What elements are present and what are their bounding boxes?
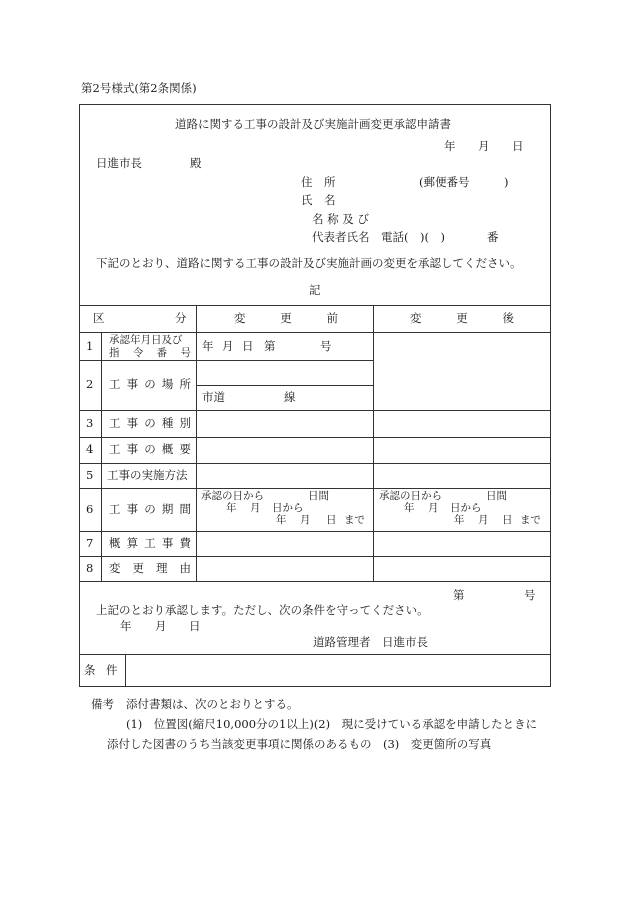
label-ch: 更 <box>132 561 144 575</box>
label-ch: 間 <box>179 502 191 516</box>
label-ch: 種 <box>161 416 174 430</box>
period-from-month: 月 <box>250 502 261 514</box>
row-label <box>109 379 191 391</box>
rule <box>79 332 551 333</box>
representative-label: 代表者氏名 <box>312 230 370 244</box>
label-ch: 所 <box>179 377 191 391</box>
rule <box>79 437 551 438</box>
row-label <box>109 444 191 456</box>
date-day: 日 <box>512 139 524 153</box>
road-administrator: 道路管理者 日進市長 <box>313 635 428 649</box>
row-number: 2 <box>86 377 94 391</box>
row-label: 工事の実施方法 <box>107 468 188 482</box>
label-ch: 号 <box>180 347 191 359</box>
label-ch: 指 <box>109 347 120 359</box>
label-ch: 概 <box>161 442 174 456</box>
remarks-line: (1) 位置図(縮尺10,000分の1以上)(2) 現に受けている承認を申請したときに <box>126 717 538 731</box>
label-ch: 変 <box>109 561 121 575</box>
row-number: 5 <box>86 468 94 482</box>
period-from-year: 年 <box>226 502 237 514</box>
header-after-ch: 更 <box>456 311 468 325</box>
road-route: 線 <box>284 390 296 404</box>
period-end-month: 月 <box>300 514 311 526</box>
row-number: 7 <box>86 536 94 550</box>
period-end-month: 月 <box>478 514 489 526</box>
label-ch: 工 <box>109 377 121 391</box>
label-ch: 場 <box>161 377 174 391</box>
row-label <box>109 418 191 430</box>
row-number: 1 <box>86 339 94 353</box>
label-ch: 工 <box>144 536 156 550</box>
date-year: 年 <box>444 139 456 153</box>
approval-day: 日 <box>189 619 201 633</box>
period-end-day: 日 <box>326 514 337 526</box>
rule <box>79 654 551 655</box>
header-after <box>410 313 514 325</box>
label-ch: 番 <box>156 347 168 359</box>
header-after-ch: 後 <box>502 311 514 325</box>
label-ch: 事 <box>126 377 139 391</box>
row-label <box>109 504 191 516</box>
directive-go: 号 <box>320 339 332 353</box>
label-ch: 事 <box>161 536 174 550</box>
rule <box>373 305 374 581</box>
rule <box>79 305 551 306</box>
form-title: 道路に関する工事の設計及び実施計画変更承認申請書 <box>175 117 451 131</box>
row-label <box>109 538 191 550</box>
request-text: 下記のとおり、道路に関する工事の設計及び実施計画の変更を承認してください。 <box>96 256 522 270</box>
label-ch: 令 <box>132 347 144 359</box>
period-end-year: 年 <box>454 514 465 526</box>
conditions-label: 条 <box>84 663 96 677</box>
row-number: 8 <box>86 561 94 575</box>
form-number: 第2号様式(第2条関係) <box>81 81 197 95</box>
addressee-honorific: 殿 <box>190 156 202 170</box>
date-month: 月 <box>478 139 490 153</box>
period-from: 日から <box>450 502 482 514</box>
directive-dai: 第 <box>264 339 276 353</box>
form-frame <box>79 104 551 687</box>
ki-mark: 記 <box>309 283 321 297</box>
label-ch: の <box>144 502 156 516</box>
addressee: 日進市長 <box>96 156 142 170</box>
period-days: 日間 <box>486 490 507 502</box>
remarks-line: 添付した図書のうち当該変更事項に関係のあるもの (3) 変更箇所の写真 <box>107 737 492 751</box>
header-category-1: 区 <box>93 311 105 325</box>
approval-day: 日 <box>242 339 254 353</box>
label-ch: 理 <box>156 561 168 575</box>
label-ch: 期 <box>161 502 174 516</box>
row-label <box>109 563 191 575</box>
rule <box>79 410 551 411</box>
period-end-made: まで <box>344 514 365 526</box>
label-ch: 工 <box>109 416 121 430</box>
header-before-ch: 変 <box>234 311 246 325</box>
conditions-label: 件 <box>106 663 118 677</box>
header-before <box>234 313 338 325</box>
period-days: 日間 <box>308 490 329 502</box>
approval-number-prefix: 第 <box>453 588 465 602</box>
rule <box>79 488 551 489</box>
label-ch: 要 <box>179 442 191 456</box>
label-ch: 事 <box>126 442 139 456</box>
postal-code-label: (郵便番号 ) <box>419 175 509 189</box>
period-end-day: 日 <box>502 514 513 526</box>
period-end-year: 年 <box>276 514 287 526</box>
rule <box>196 305 197 581</box>
row-label: 承認年月日及び <box>109 334 183 346</box>
rule <box>101 332 102 581</box>
approval-month: 月 <box>222 339 234 353</box>
org-name-label: 名 称 及 び <box>312 212 369 226</box>
approval-year: 年 <box>120 619 132 633</box>
period-start-label: 承認の日から <box>201 490 264 502</box>
rule <box>79 463 551 464</box>
row-number: 3 <box>86 416 94 430</box>
label-ch: 工 <box>109 502 121 516</box>
phone-label: 電話( )( ) <box>381 230 445 244</box>
approval-month: 月 <box>155 619 167 633</box>
period-end-made: まで <box>520 514 541 526</box>
rule <box>79 531 551 532</box>
row-label <box>109 348 191 359</box>
rule <box>79 556 551 557</box>
label-ch: の <box>144 377 156 391</box>
period-start-label: 承認の日から <box>379 490 442 502</box>
approval-year: 年 <box>202 339 214 353</box>
label-ch: 事 <box>126 416 139 430</box>
rule <box>79 581 551 582</box>
label-ch: 概 <box>109 536 121 550</box>
approval-number-suffix: 号 <box>524 588 536 602</box>
approval-text: 上記のとおり承認します。ただし、次の条件を守ってください。 <box>96 603 429 617</box>
header-after-ch: 変 <box>410 311 422 325</box>
label-ch: 別 <box>179 416 191 430</box>
header-before-ch: 前 <box>326 311 338 325</box>
road-type: 市道 <box>202 390 225 404</box>
row-number: 6 <box>86 502 94 516</box>
phone-suffix: 番 <box>487 230 499 244</box>
address-label: 住 所 <box>301 175 336 189</box>
remarks-intro: 添付書類は、次のとおりとする。 <box>126 697 299 711</box>
header-before-ch: 更 <box>280 311 292 325</box>
rule <box>79 360 373 361</box>
rule <box>125 654 126 687</box>
label-ch: 費 <box>179 536 191 550</box>
label-ch: の <box>144 442 156 456</box>
period-from-year: 年 <box>404 502 415 514</box>
period-from-month: 月 <box>428 502 439 514</box>
header-category-2: 分 <box>175 311 187 325</box>
label-ch: 算 <box>126 536 139 550</box>
rule <box>196 385 373 386</box>
label-ch: 工 <box>109 442 121 456</box>
remarks-label: 備考 <box>91 697 114 711</box>
label-ch: の <box>144 416 156 430</box>
label-ch: 事 <box>126 502 139 516</box>
label-ch: 由 <box>179 561 191 575</box>
name-label: 氏 名 <box>301 193 336 207</box>
period-from: 日から <box>272 502 304 514</box>
row-number: 4 <box>86 442 94 456</box>
